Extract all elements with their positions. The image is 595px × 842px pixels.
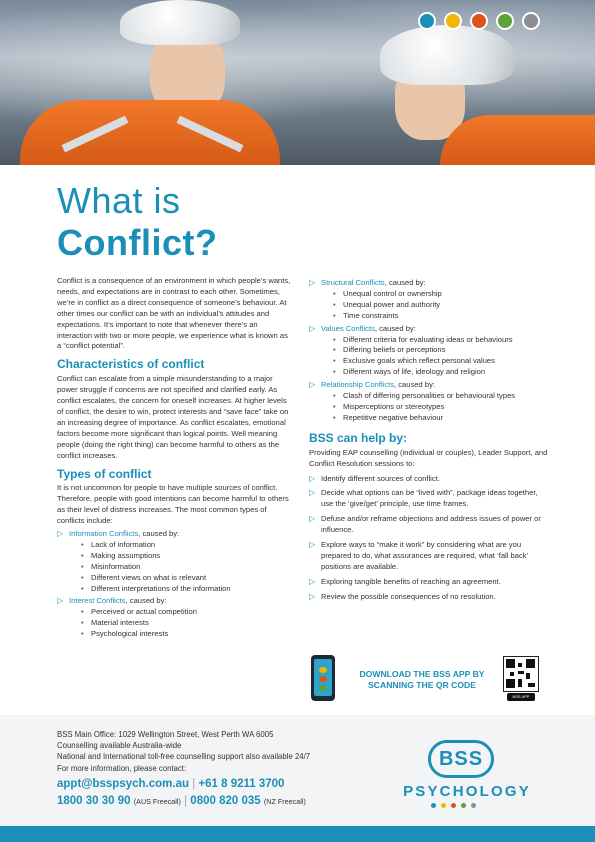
grey-dot (522, 12, 540, 30)
types-text: It is not uncommon for people to have multiple sources of conflict. Therefore, people with good intentions can become harmful to others as their level of distress increases. The most common types of conflicts include: (57, 483, 289, 526)
list-item: • Clash of differing personalities or behavioural types (343, 391, 549, 402)
triangle-icon: ▷ (309, 576, 316, 586)
caused-by-text: , caused by: (384, 278, 426, 287)
help-intro: Providing EAP counselling (individual or couples), Leader Support, and Conflict Resolution sessions to: (309, 447, 548, 468)
category-label: Structural Conflicts (321, 278, 385, 287)
triangle-icon: ▷ (57, 529, 64, 539)
category-list (321, 289, 549, 322)
yellow-dot (444, 12, 462, 30)
list-item: • Different views on what is relevant (91, 573, 293, 584)
freecall-au[interactable]: 1800 30 30 90 (57, 795, 131, 807)
logo-dot (431, 803, 436, 808)
list-item: • Psychological interests (91, 629, 293, 640)
category-relationship (309, 380, 549, 424)
contact-line-1 (57, 778, 284, 790)
list-item: • Exclusive goals which reflect personal values (343, 356, 549, 367)
help-item-text: Decide what options can be “lived with”, package ideas together, use the ‘give/get’ principle, use time frames. (321, 488, 538, 509)
separator: | (192, 778, 196, 790)
support-text: National and International toll-free counselling support also available 24/7 (57, 752, 311, 762)
download-line2: SCANNING THE QR CODE (368, 680, 476, 690)
freecall-au-label: (AUS Freecall) (133, 797, 181, 806)
help-item-text: Review the possible consequences of no resolution. (321, 591, 496, 601)
category-interest (57, 596, 293, 640)
category-list (321, 391, 549, 424)
help-item (309, 540, 549, 573)
freecall-nz[interactable]: 0800 820 035 (190, 795, 261, 807)
download-app-text (347, 669, 497, 691)
category-list (321, 335, 549, 379)
caused-by-text: , caused by: (394, 380, 435, 390)
help-heading: BSS can help by: (309, 430, 408, 445)
bottom-accent-bar (0, 826, 595, 842)
separator: | (184, 795, 188, 807)
list-item: • Different ways of life, ideology and religion (343, 367, 549, 378)
page-title-line1: What is (57, 180, 181, 221)
category-information (57, 529, 293, 594)
help-item-text: Defuse and/or reframe objections and address issues of power or influence. (321, 514, 541, 535)
left-column (57, 276, 293, 640)
help-item (309, 514, 549, 536)
list-item: • Different criteria for evaluating ideas or behaviours (343, 335, 549, 346)
category-list (69, 607, 293, 640)
app-button-orange (319, 676, 327, 682)
caused-by-text: , caused by: (138, 529, 180, 539)
contact-prompt: For more information, please contact: (57, 763, 187, 773)
page-title-line2: Conflict? (57, 222, 218, 263)
list-item: • Misinformation (91, 562, 293, 573)
app-store-badge[interactable]: BSS APP (507, 693, 535, 701)
orange-dot (470, 12, 488, 30)
intro-text: Conflict is a consequence of an environment in which people’s wants, needs, and expectations are in contrast to each other. Sometimes, we’re in conflict as a direct consequence of someone’s behaviour. At other times our conflict can be with an individual’s attitudes and expectations. It’s important to note that whenever there’s an interaction with two or more people, we experience what is known as a “conflict potential”. (57, 276, 291, 351)
triangle-icon: ▷ (309, 380, 316, 390)
freecall-nz-label: (NZ Freecall) (263, 797, 306, 806)
characteristics-text: Conflict can escalate from a simple misunderstanding to a major power struggle if concerns are not specified and clarified early. As conflict escalates, the concern for oneself increases. At higher levels of conflict, the desire to win, protect interests and “save face” take on an increasing degree of importance. As conflict escalates, emotional factors become more significant than logical points. Well meaning people (doing the right thing) can become harmful to others as the conflict increases. (57, 374, 289, 460)
types-heading: Types of conflict (57, 466, 152, 481)
download-line1: DOWNLOAD THE BSS APP BY (359, 669, 485, 679)
list-item: • Making assumptions (91, 551, 293, 562)
app-button-green (319, 685, 327, 691)
green-dot (496, 12, 514, 30)
list-item: • Differing beliefs or perceptions (343, 345, 549, 356)
list-item: • Perceived or actual competition (91, 607, 293, 618)
color-dots (418, 12, 540, 30)
right-column (309, 278, 549, 603)
right-worker-helmet (380, 25, 515, 85)
office-address: BSS Main Office: 1029 Wellington Street, West Perth WA 6005 (57, 730, 274, 739)
triangle-icon: ▷ (309, 488, 316, 498)
list-item: • Repetitive negative behaviour (343, 413, 549, 424)
left-worker-helmet (120, 0, 240, 45)
contact-line-2 (57, 795, 306, 807)
triangle-icon: ▷ (309, 473, 316, 483)
logo-dot (441, 803, 446, 808)
left-worker-vest (20, 100, 280, 165)
logo-dot (451, 803, 456, 808)
bss-logo: BSS (428, 740, 494, 778)
list-item: • Misperceptions or stereotypes (343, 402, 549, 413)
help-item-text: Exploring tangible benefits of reaching an agreement. (321, 576, 501, 586)
list-item: • Unequal power and authority (343, 300, 549, 311)
bss-logo-wordmark: PSYCHOLOGY (403, 783, 531, 800)
caused-by-text: , caused by: (374, 323, 416, 333)
list-item: • Material interests (91, 618, 293, 629)
category-label: Information Conflicts (69, 529, 139, 539)
caused-by-text: , caused by: (125, 596, 167, 606)
category-values (309, 324, 549, 379)
help-item-text: Identify different sources of conflict. (321, 473, 440, 483)
hero-photo (0, 0, 595, 165)
triangle-icon: ▷ (309, 278, 316, 287)
category-structural (309, 278, 549, 322)
category-label: Values Conflicts (321, 323, 375, 333)
help-item (309, 577, 549, 588)
right-worker-vest (440, 115, 595, 165)
footer-info (57, 729, 310, 774)
category-list (69, 540, 293, 595)
phone-app-icon (311, 655, 335, 701)
triangle-icon: ▷ (57, 596, 64, 606)
triangle-icon: ▷ (309, 540, 316, 550)
help-item-text: Explore ways to “make it work” by considering what are you prepared to do, what assurances are required, what ‘fall back’ positions are available. (321, 540, 528, 571)
help-item (309, 488, 549, 510)
logo-dots (431, 803, 476, 808)
category-label: Interest Conflicts (69, 596, 126, 606)
help-item (309, 474, 549, 485)
category-label: Relationship Conflicts (321, 380, 395, 390)
list-item: • Unequal control or ownership (343, 289, 549, 300)
app-button-yellow (319, 667, 327, 673)
logo-dot (461, 803, 466, 808)
phone-link[interactable]: +61 8 9211 3700 (198, 778, 285, 790)
triangle-icon: ▷ (309, 323, 316, 333)
triangle-icon: ▷ (309, 514, 316, 524)
help-item (309, 592, 549, 603)
list-item: • Lack of information (91, 540, 293, 551)
list-item: • Time constraints (343, 311, 549, 322)
list-item: • Different interpretations of the information (91, 584, 293, 595)
availability-text: Counselling available Australia-wide (57, 741, 182, 751)
characteristics-heading: Characteristics of conflict (57, 357, 205, 372)
email-link[interactable]: appt@bsspsych.com.au (57, 778, 189, 790)
qr-code[interactable] (503, 656, 539, 692)
blue-dot (418, 12, 436, 30)
triangle-icon: ▷ (309, 591, 316, 601)
logo-dot (471, 803, 476, 808)
